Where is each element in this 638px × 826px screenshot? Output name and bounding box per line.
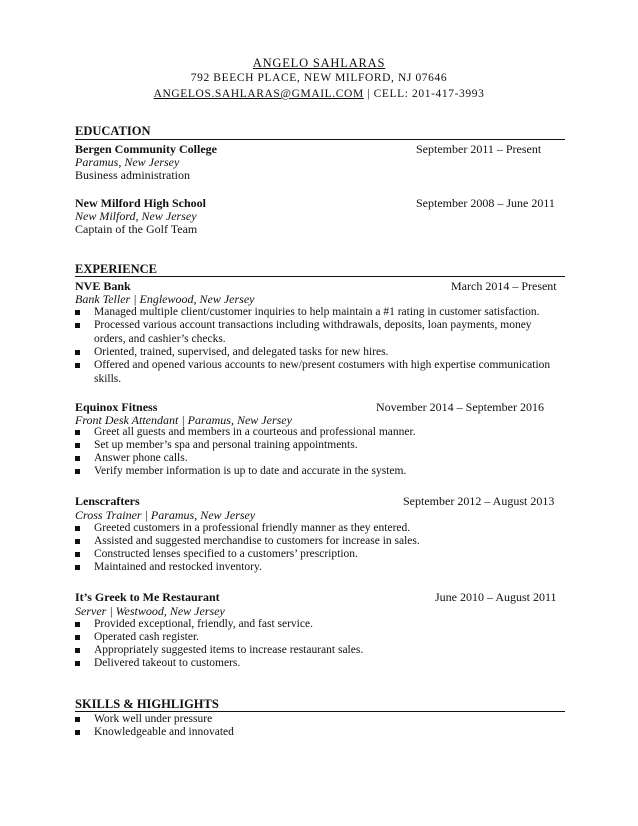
job-role: Server | Westwood, New Jersey (75, 604, 225, 618)
education-heading: EDUCATION (75, 124, 151, 138)
education-rule (75, 139, 565, 140)
experience-heading: EXPERIENCE (75, 262, 157, 276)
bullet-icon (75, 661, 80, 666)
bullet-icon (75, 456, 80, 461)
bullet-icon (75, 469, 80, 474)
bullet-icon (75, 323, 80, 328)
job-date: November 2014 – September 2016 (376, 400, 544, 414)
skills-rule (75, 711, 565, 712)
job-company: Equinox Fitness (75, 400, 158, 414)
bullet-icon (75, 526, 80, 531)
bullet-icon (75, 622, 80, 627)
bullet-icon (75, 565, 80, 570)
bullet-icon (75, 539, 80, 544)
job-company: Lenscrafters (75, 494, 140, 508)
education-location: Paramus, New Jersey (75, 155, 180, 169)
bullet-icon (75, 350, 80, 355)
job-role: Front Desk Attendant | Paramus, New Jersey (75, 413, 292, 427)
education-location: New Milford, New Jersey (75, 209, 197, 223)
job-company: NVE Bank (75, 279, 131, 293)
bullet-icon (75, 730, 80, 735)
bullet-icon (75, 430, 80, 435)
experience-rule (75, 276, 565, 277)
resume-address: 792 BEECH PLACE, NEW MILFORD, NJ 07646 (190, 72, 448, 84)
email-link[interactable]: ANGELOS.SAHLARAS@GMAIL.COM (153, 88, 364, 100)
education-detail: Captain of the Golf Team (75, 222, 198, 236)
bullet-icon (75, 310, 80, 315)
bullet-icon (75, 363, 80, 368)
bullet-icon (75, 552, 80, 557)
resume-page: ANGELO SAHLARAS 792 BEECH PLACE, NEW MILFORD, NJ 07646 ANGELOS.SAHLARAS@GMAIL.COM | CELL: 201-417-3993 EDUCATION Bergen Community College September 2011 – Present Paramus, New Jersey Business administration New Milford High School September 2008 – June 2011 New Milford, New Jersey Captain of the Golf Team EXPERIENCE NVE Bank March 2014 – Present Bank Teller | Englewood, New Jersey Managed multiple client/customer inquiries to help maintain a #1 rating in customer satisfaction. Processed various account transactions including withdrawals, deposits, loan payments, money orders, and cashier’s checks. Oriented, trained, supervised, and delegated tasks for new hires. Offered and opened various accounts to new/present costumers with high expertise communication skills. Equinox Fitness November 2014 – September 2016 Front Desk Attendant | Paramus, New Jersey Greet all guests and members in a courteous and professional manner. Set up member’s spa and personal training appointments. Answer phone calls. Verify member information is up to date and accurate in the system. Lenscrafters September 2012 – August 2013 Cross Trainer | Paramus, New Jersey Greeted customers in a professional friendly manner as they entered. Assisted and suggested merchandise to customers for increase in sales. Constructed lenses specified to a customers’ prescription. Maintained and restocked inventory. It’s Greek to Me Restaurant June 2010 – August 2011 Server | Westwood, New Jersey Provided exceptional, friendly, and fast service. Operated cash register. Appropriately suggested items to increase restaurant sales. Delivered takeout to customers. SKILLS & HIGHLIGHTS Work well under pressure Knowledgeable and innovated (0, 0, 638, 826)
education-detail: Business administration (75, 168, 190, 182)
job-role: Cross Trainer | Paramus, New Jersey (75, 508, 256, 522)
bullet-icon (75, 648, 80, 653)
education-date: September 2011 – Present (416, 142, 542, 156)
job-company: It’s Greek to Me Restaurant (75, 590, 220, 604)
education-date: September 2008 – June 2011 (416, 196, 555, 210)
job-date: June 2010 – August 2011 (435, 590, 557, 604)
resume-contact (0, 88, 638, 100)
job-date: September 2012 – August 2013 (403, 494, 555, 508)
bullet-icon (75, 717, 80, 722)
education-school: New Milford High School (75, 196, 206, 210)
education-school: Bergen Community College (75, 142, 217, 156)
bullet-icon (75, 443, 80, 448)
cell-phone: CELL: 201-417-3993 (373, 88, 485, 100)
skills-heading: SKILLS & HIGHLIGHTS (75, 697, 219, 711)
contact-separator: | (363, 88, 374, 100)
resume-name: ANGELO SAHLARAS (252, 56, 386, 70)
job-role: Bank Teller | Englewood, New Jersey (75, 292, 255, 306)
job-date: March 2014 – Present (451, 279, 557, 293)
bullet-icon (75, 635, 80, 640)
